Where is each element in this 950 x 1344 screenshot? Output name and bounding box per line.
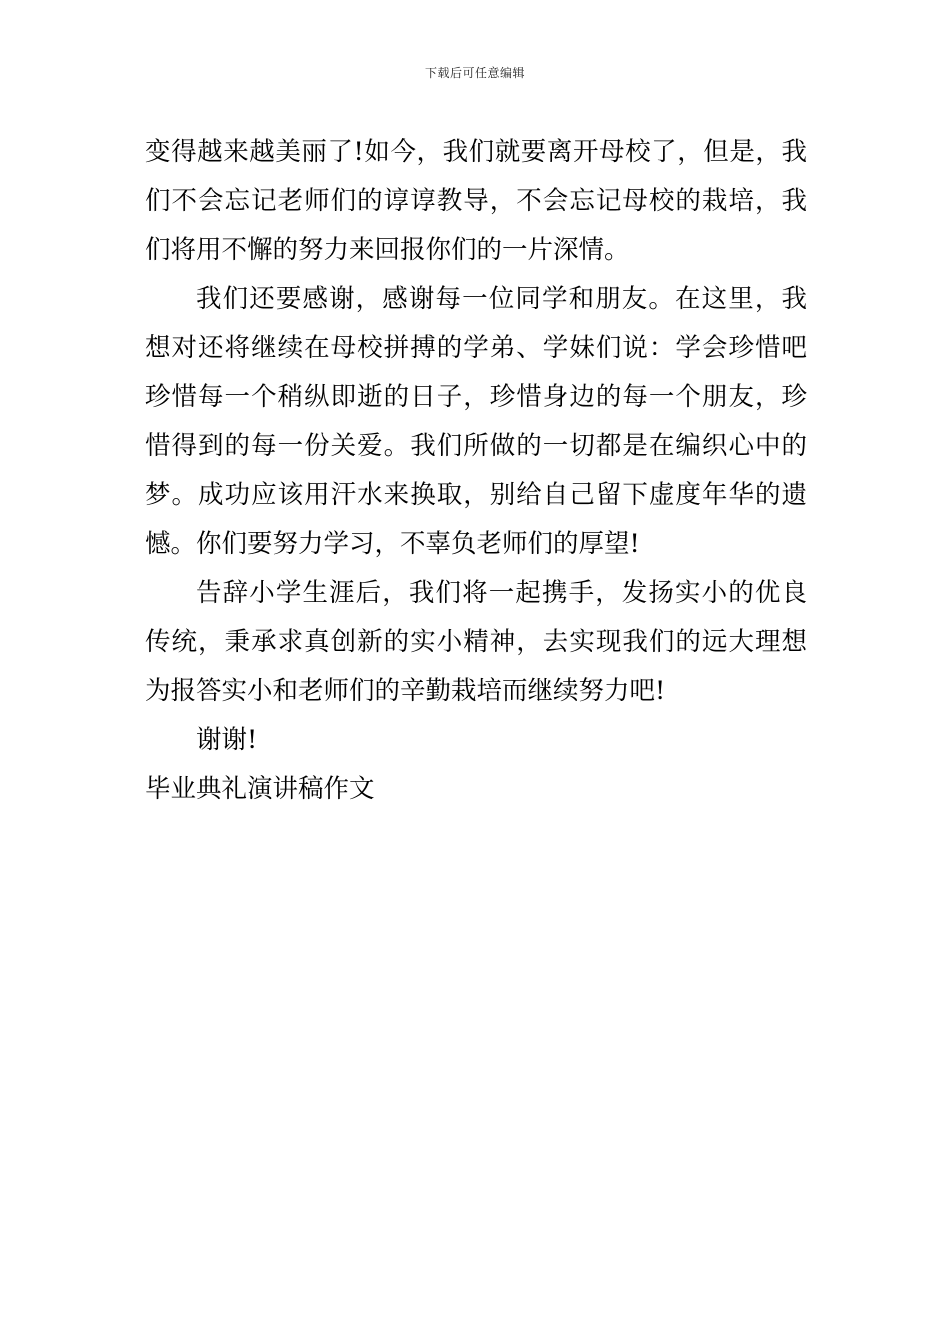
closing-title: 毕业典礼演讲稿作文 xyxy=(145,774,375,804)
paragraph-line: 告辞小学生涯后，我们将一起携手，发扬实小的优良 xyxy=(196,578,807,608)
paragraph-2 xyxy=(145,275,807,569)
paragraph-line: 憾。你们要努力学习，不辜负老师们的厚望! xyxy=(145,529,640,559)
paragraph-line: 们将用不懈的努力来回报你们的一片深情。 xyxy=(145,235,630,265)
document-body xyxy=(145,128,807,814)
paragraph-line: 变得越来越美丽了!如今，我们就要离开母校了，但是，我 xyxy=(145,137,807,167)
paragraph-line: 们不会忘记老师们的谆谆教导，不会忘记母校的栽培，我 xyxy=(145,186,807,216)
paragraph-4 xyxy=(145,716,807,765)
paragraph-line: 梦。成功应该用汗水来换取，别给自己留下虚度年华的遗 xyxy=(145,480,807,510)
paragraph-line: 为报答实小和老师们的辛勤栽培而继续努力吧! xyxy=(145,676,666,706)
paragraph-line: 想对还将继续在母校拼搏的学弟、学妹们说：学会珍惜吧 xyxy=(145,333,807,363)
paragraph-line: 惜得到的每一份关爱。我们所做的一切都是在编织心中的 xyxy=(145,431,807,461)
paragraph-line: 谢谢! xyxy=(196,725,258,755)
paragraph-line: 传统，秉承求真创新的实小精神，去实现我们的远大理想 xyxy=(145,627,807,657)
page-header-note: 下载后可任意编辑 xyxy=(424,66,525,80)
paragraph-1 xyxy=(145,128,807,275)
paragraph-line: 我们还要感谢，感谢每一位同学和朋友。在这里，我 xyxy=(196,284,807,314)
paragraph-line: 珍惜每一个稍纵即逝的日子，珍惜身边的每一个朋友，珍 xyxy=(145,382,807,412)
paragraph-3 xyxy=(145,569,807,716)
